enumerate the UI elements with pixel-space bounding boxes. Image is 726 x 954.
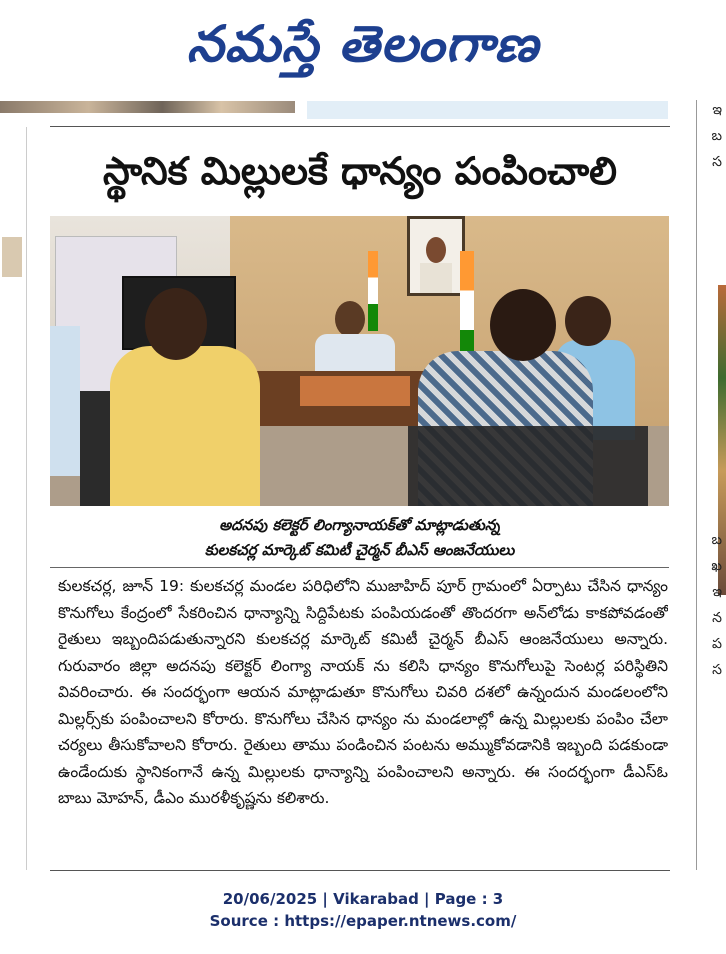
top-photo-strip	[0, 101, 295, 113]
edge-text-fragment: ఇ	[712, 584, 722, 600]
article-headline: స్థానిక మిల్లులకే ధాన్యం పంపించాలి	[102, 149, 618, 193]
left-edge-column	[0, 127, 27, 870]
edge-text-fragment: న	[712, 610, 722, 626]
edition-info: 20/06/2025 | Vikarabad | Page : 3	[222, 890, 504, 908]
news-photo	[50, 216, 669, 506]
desk-files	[300, 376, 410, 406]
caption-line: అదనపు కలెక్టర్ లింగ్యానాయక్‌తో మాట్లాడుతున్న	[219, 516, 500, 534]
edge-text-fragment: ప	[712, 636, 722, 652]
top-rule	[50, 126, 670, 127]
edge-text-fragment: ఖ	[711, 558, 722, 574]
edge-text-fragment: బ	[711, 532, 722, 548]
wall-portrait	[407, 216, 465, 296]
top-color-strip	[307, 101, 668, 119]
flag	[368, 251, 378, 331]
page-footer	[0, 888, 726, 932]
newspaper-title: నమస్తే తెలంగాణ	[186, 14, 540, 73]
caption-rule	[50, 567, 669, 568]
caption-line: కులకచర్ల మార్కెట్ కమిటీ చైర్మన్ బీఎస్ ఆంజనేయులు	[204, 541, 515, 559]
edge-text-fragment: ఇ	[712, 102, 722, 118]
masthead	[0, 0, 726, 100]
article-body	[58, 573, 668, 863]
left-edge-photo-fragment	[2, 237, 22, 277]
bottom-rule	[50, 870, 670, 871]
edge-text-fragment: స	[712, 662, 722, 678]
column-divider	[696, 100, 697, 870]
edge-text-fragment: స	[712, 154, 722, 170]
visitor-figure	[110, 346, 260, 506]
source-link[interactable]: Source : https://epaper.ntnews.com/	[209, 912, 517, 930]
photo-caption	[50, 513, 669, 563]
right-edge-column	[698, 100, 726, 870]
edge-text-fragment: బ	[711, 128, 722, 144]
article-paragraph: కులకచర్ల, జూన్ 19: కులకచర్ల మండల పరిధిలోని ముజాహిద్ పూర్ గ్రామంలో ఏర్పాటు చేసిన ధాన్యం కొనుగోలు కేంద్రంలో సేకరించిన ధాన్యాన్ని సిద్దిపేటకు పంపియడంతో తొందరగా అన్‌లోడు కాకపోవడంతో రైతులు ఇబ్బందిపడుతున్నారని కులకచర్ల మార్కెట్ కమిటీ చైర్మన్ బీఎస్ ఆంజనేయులు అన్నారు. గురువారం జిల్లా అదనపు కలెక్టర్ లింగ్యా నాయక్ ను కలిసి ధాన్యం కొనుగోలుపై సెంటర్ల పరిస్థితిని వివరించారు. ఈ సందర్భంగా ఆయన మాట్లాడుతూ కొనుగోలు చివరి దశలో ఉన్నందున మండలంలోని మిల్లర్స్‌కు పంపించాలని కోరారు. కొనుగోలు చేసిన ధాన్యం ను మండలాల్లో ఉన్న మిల్లులకు పంపిం చేలా చర్యలు తీసుకోవాలని కోరారు. రైతులు తాము పండించిన పంటను అమ్ముకోవడానికి ఇబ్బంది పడకుండా ఉండేందుకు స్థానికంగానే ఉన్న మిల్లులకు ధాన్యాన్ని పంపించాలని అన్నారు. ఈ సందర్భంగా డీఎస్‌ఓ బాబు మోహన్, డీఎం మురళీకృష్ణను కలిశారు.	[58, 577, 668, 807]
